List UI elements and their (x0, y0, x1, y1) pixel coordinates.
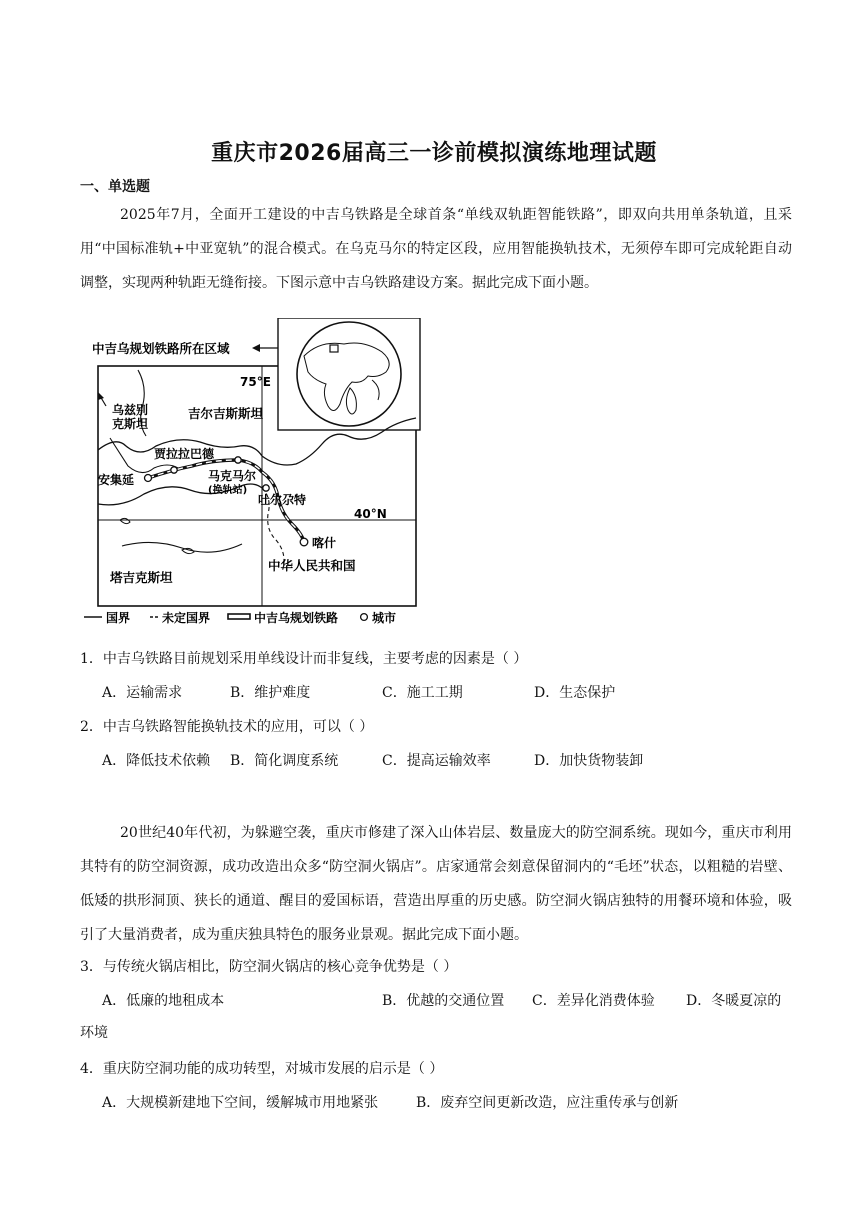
q1-option-c[interactable]: C．施工工期 (382, 685, 463, 701)
legend-city: 城市 (372, 611, 397, 625)
q4-option-b[interactable]: B．废弃空间更新改造，应注重传承与创新 (416, 1095, 679, 1111)
label-transfer-station: (换轨站) (208, 485, 248, 496)
label-tajikistan: 塔吉克斯坦 (110, 570, 173, 585)
q3-option-d-continuation: 环境 (80, 1025, 108, 1041)
label-kyrgyzstan: 吉尔吉斯斯坦 (188, 406, 264, 421)
lat-label: 40°N (354, 507, 387, 521)
label-makmal: 马克马尔 (208, 469, 257, 483)
legend-railway: 中吉乌规划铁路 (254, 611, 339, 625)
q3-option-c[interactable]: C．差异化消费体验 (532, 993, 655, 1009)
q1-option-b[interactable]: B．维护难度 (230, 685, 311, 701)
city-makmal (235, 457, 241, 463)
q1-option-a[interactable]: A．运输需求 (102, 685, 183, 701)
question-1: 1．中吉乌铁路目前规划采用单线设计而非复线，主要考虑的因素是（ ） (80, 651, 528, 667)
lon-label: 75°E (240, 375, 271, 389)
q2-option-b[interactable]: B．简化调度系统 (230, 753, 339, 769)
page-title: 重庆市2026届高三一诊前模拟演练地理试题 (211, 141, 657, 166)
region-label: 中吉乌规划铁路所在区域 (92, 341, 230, 356)
question-4: 4．重庆防空洞功能的成功转型，对城市发展的启示是（ ） (80, 1061, 444, 1077)
passage-railway: 2025年7月，全面开工建设的中吉乌铁路是全球首条“单线双轨距智能铁路”，即双向共用单条轨道，且采用“中国标准轨+中亚宽轨”的混合模式。在乌克马尔的特定区段，应用智能换轨技术，无须停车即可完成轮距自动调整，实现两种轨距无缝衔接。下图示意中吉乌铁路建设方案。据此完成下面小题。 (80, 207, 792, 291)
railway-map (82, 318, 482, 626)
label-uzbek-2: 克斯坦 (112, 417, 149, 431)
q3-option-d[interactable]: D．冬暖夏凉的 (686, 993, 782, 1009)
question-2: 2．中吉乌铁路智能换轨技术的应用，可以（ ） (80, 719, 374, 735)
legend-undefined-border: 未定国界 (162, 611, 211, 625)
q2-option-c[interactable]: C．提高运输效率 (382, 753, 491, 769)
city-torugart (263, 485, 269, 491)
question-3: 3．与传统火锅店相比，防空洞火锅店的核心竞争优势是（ ） (80, 959, 458, 975)
legend-border: 国界 (106, 611, 131, 625)
q2-option-d[interactable]: D．加快货物装卸 (534, 753, 644, 769)
q3-option-b[interactable]: B．优越的交通位置 (382, 993, 505, 1009)
q3-option-a[interactable]: A．低廉的地租成本 (102, 993, 225, 1009)
section-heading: 一、单选题 (80, 179, 150, 195)
q4-option-a[interactable]: A．大规模新建地下空间，缓解城市用地紧张 (102, 1095, 379, 1111)
label-andijan: 安集延 (98, 473, 135, 487)
city-jalalabad (171, 467, 177, 473)
label-jalalabad: 贾拉拉巴德 (154, 447, 215, 461)
q2-option-a[interactable]: A．降低技术依赖 (102, 753, 211, 769)
passage-airraid-shelter: 20世纪40年代初，为躲避空袭，重庆市修建了深入山体岩层、数量庞大的防空洞系统。现如今，重庆市利用其特有的防空洞资源，成功改造出众多“防空洞火锅店”。店家通常会刻意保留洞内的“毛坯”状态，以粗糙的岩壁、低矮的拱形洞顶、狭长的通道、醒目的爱国标语，营造出厚重的历史感。防空洞火锅店独特的用餐环境和体验，吸引了大量消费者，成为重庆独具特色的服务业景观。据此完成下面小题。 (80, 825, 792, 943)
label-uzbek-1: 乌兹别 (112, 403, 149, 417)
label-china: 中华人民共和国 (268, 558, 356, 573)
label-torugart: 吐尔尕特 (258, 493, 307, 507)
city-kashgar (300, 538, 308, 546)
label-kashgar: 喀什 (312, 536, 337, 550)
q1-option-d[interactable]: D．生态保护 (534, 685, 616, 701)
globe-icon (297, 322, 401, 426)
city-andijan (145, 475, 152, 482)
